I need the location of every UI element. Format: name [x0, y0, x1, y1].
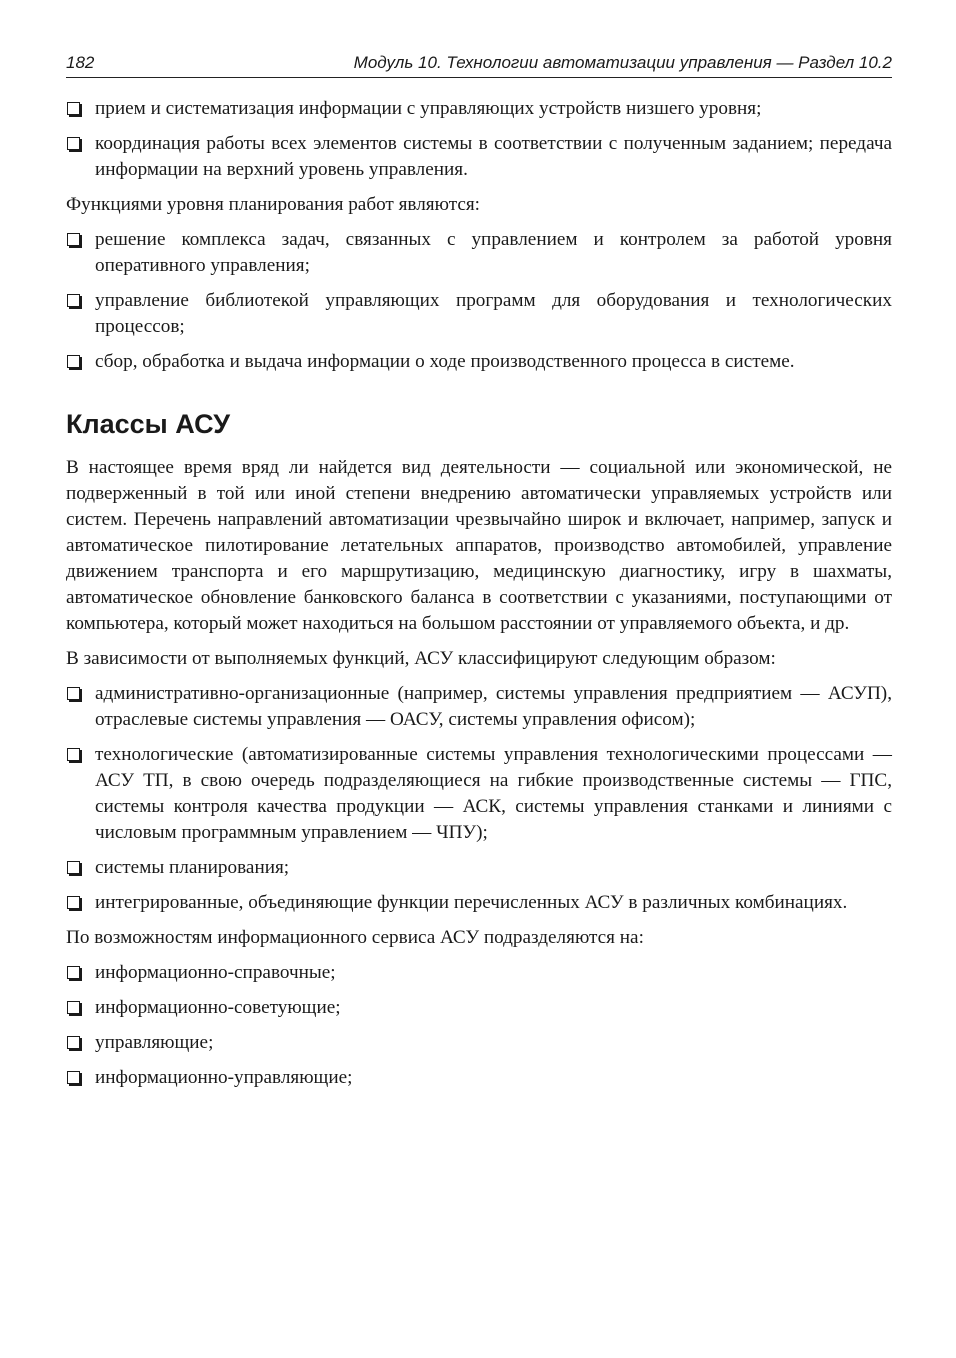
- list-item: [66, 681, 892, 733]
- list-item: [66, 288, 892, 340]
- list-item-text: информационно-справочные;: [95, 962, 336, 983]
- list-item: [66, 995, 892, 1021]
- bullet-list-lower-level: [66, 96, 892, 183]
- list-item-text: информационно-управляющие;: [95, 1067, 353, 1088]
- checkbox-icon: [67, 1001, 80, 1014]
- list-item-text: сбор, обработка и выдача информации о ходе производственного процесса в системе.: [95, 351, 795, 372]
- list-item: [66, 1030, 892, 1056]
- list-item: [66, 1065, 892, 1091]
- checkbox-icon: [67, 966, 80, 979]
- list-item: [66, 96, 892, 122]
- list-item: [66, 960, 892, 986]
- section-heading: Классы АСУ: [66, 409, 231, 439]
- bullet-list-planning: [66, 227, 892, 375]
- list-item: [66, 227, 892, 279]
- paragraph-info-service-intro: По возможностям информационного сервиса АСУ подразделяются на:: [66, 927, 644, 948]
- paragraph-activity: В настоящее время вряд ли найдется вид деятельности — социальной или экономической, не подверженный в той или иной степени внедрению автоматически управляемых устройств или систем. Перечень направлений автоматизации чрезвычайно широк и включает, например, запуск и автоматическое пилотирование летательных аппаратов, производство автомобилей, управление движением транспорта и его маршрутизацию, медицинскую диагностику, игру в шахматы, автоматическое обновление банковского баланса в соответствии с указаниями, поступающими от компьютера, который может находиться на большом расстоянии от управляемого объекта, и др.: [66, 457, 892, 634]
- bullet-list-info-service: [66, 960, 892, 1091]
- checkbox-icon: [67, 233, 80, 246]
- list-item: [66, 742, 892, 846]
- list-item-text: технологические (автоматизированные системы управления технологическими процессами — АСУ ТП, в свою очередь подразделяющиеся на гибкие производственные системы — ГПС, системы контроля качества продукции — АСК, системы управления станками и линиями с числовым программным управлением — ЧПУ);: [95, 744, 892, 843]
- checkbox-icon: [67, 1071, 80, 1084]
- document-page: [66, 52, 892, 1100]
- checkbox-icon: [67, 1036, 80, 1049]
- list-item-text: административно-организационные (например, системы управления предприятием — АСУП), отраслевые системы управления — ОАСУ, системы управления офисом);: [95, 683, 892, 730]
- list-item-text: управляющие;: [95, 1032, 214, 1053]
- list-item-text: прием и систематизация информации с управляющих устройств низшего уровня;: [95, 98, 762, 119]
- running-header: [66, 52, 892, 78]
- list-item-text: решение комплекса задач, связанных с управлением и контролем за работой уровня оперативного управления;: [95, 229, 892, 276]
- list-item-text: управление библиотекой управляющих программ для оборудования и технологических процессов;: [95, 290, 892, 337]
- checkbox-icon: [67, 687, 80, 700]
- running-title: Модуль 10. Технологии автоматизации управления — Раздел 10.2: [353, 53, 892, 72]
- list-item-text: системы планирования;: [95, 857, 290, 878]
- checkbox-icon: [67, 896, 80, 909]
- checkbox-icon: [67, 294, 80, 307]
- paragraph-classification-intro: В зависимости от выполняемых функций, АСУ классифицируют следующим образом:: [66, 648, 776, 669]
- page-number: 182: [66, 53, 95, 72]
- checkbox-icon: [67, 137, 80, 150]
- list-item-text: интегрированные, объединяющие функции перечисленных АСУ в различных комбинациях.: [95, 892, 848, 913]
- checkbox-icon: [67, 102, 80, 115]
- bullet-list-classes: [66, 681, 892, 916]
- checkbox-icon: [67, 748, 80, 761]
- list-item: [66, 855, 892, 881]
- list-item-text: координация работы всех элементов системы в соответствии с полученным заданием; передача информации на верхний уровень управления.: [95, 133, 892, 180]
- page-body: [66, 96, 892, 1091]
- list-item-text: информационно-советующие;: [95, 997, 341, 1018]
- list-item: [66, 349, 892, 375]
- checkbox-icon: [67, 861, 80, 874]
- checkbox-icon: [67, 355, 80, 368]
- list-item: [66, 131, 892, 183]
- paragraph-planning-intro: Функциями уровня планирования работ являются:: [66, 194, 481, 215]
- list-item: [66, 890, 892, 916]
